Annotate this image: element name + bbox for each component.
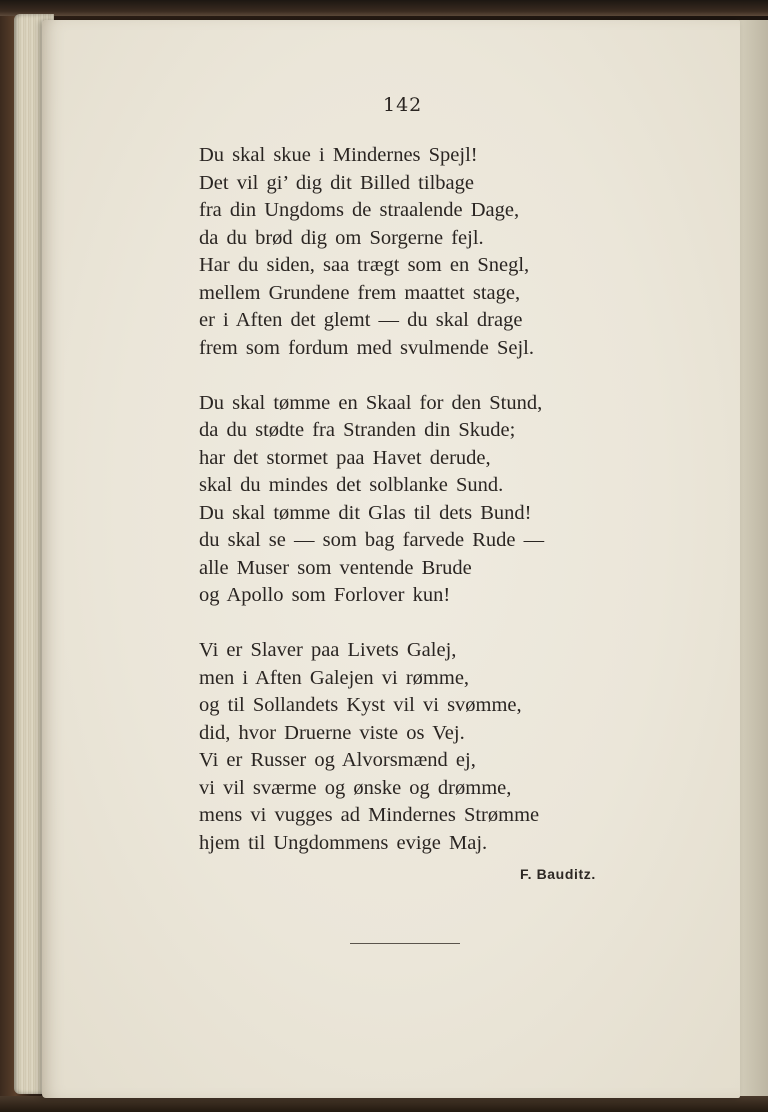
poem-line: og til Sollandets Kyst vil vi svømme,	[199, 694, 522, 716]
poem-line: og Apollo som Forlover kun!	[199, 584, 451, 606]
poem-line: mellem Grundene frem maattet stage,	[199, 281, 521, 304]
poem-line: vi vil sværme og ønske og drømme,	[199, 776, 512, 799]
poem-line: da du stødte fra Stranden din Skude;	[199, 419, 516, 441]
poem-line: du skal se — som bag farvede Rude —	[199, 529, 545, 551]
poem-line: skal du mindes det solblanke Sund.	[199, 474, 504, 496]
poem-line: da du brød dig om Sorgerne fejl.	[199, 226, 484, 249]
author-signature: F. Bauditz.	[520, 866, 596, 882]
page-number: 142	[383, 94, 423, 116]
poem-line: Du skal tømme en Skaal for den Stund,	[199, 391, 543, 414]
stanza-1	[199, 142, 639, 362]
poem-line: fra din Ungdoms de straalende Dage,	[199, 199, 520, 221]
binding-bottom-edge	[0, 1096, 768, 1112]
poem-line: frem som fordum med svulmende Sejl.	[199, 336, 534, 359]
stanza-3	[199, 637, 639, 857]
poem-line: har det stormet paa Havet derude,	[199, 446, 491, 469]
poem-line: alle Muser som ventende Brude	[199, 556, 472, 579]
poem-line: er i Aften det glemt — du skal drage	[199, 309, 523, 331]
poem-line: Vi er Slaver paa Livets Galej,	[199, 639, 457, 661]
stanza-2	[199, 390, 639, 610]
binding-top-edge	[0, 0, 768, 16]
poem-line: Vi er Russer og Alvorsmænd ej,	[199, 749, 476, 771]
poem-line: Har du siden, saa trægt som en Snegl,	[199, 254, 530, 276]
poem-line: men i Aften Galejen vi rømme,	[199, 666, 470, 689]
poem-line: Du skal tømme dit Glas til dets Bund!	[199, 501, 532, 524]
poem	[199, 142, 639, 857]
end-rule-divider	[350, 943, 460, 944]
poem-line: did, hvor Druerne viste os Vej.	[199, 721, 465, 744]
poem-line: hjem til Ungdommens evige Maj.	[199, 831, 488, 854]
poem-line: Du skal skue i Mindernes Spejl!	[199, 144, 478, 166]
poem-line: mens vi vugges ad Mindernes Strømme	[199, 804, 540, 826]
poem-line: Det vil gi’ dig dit Billed tilbage	[199, 171, 474, 194]
